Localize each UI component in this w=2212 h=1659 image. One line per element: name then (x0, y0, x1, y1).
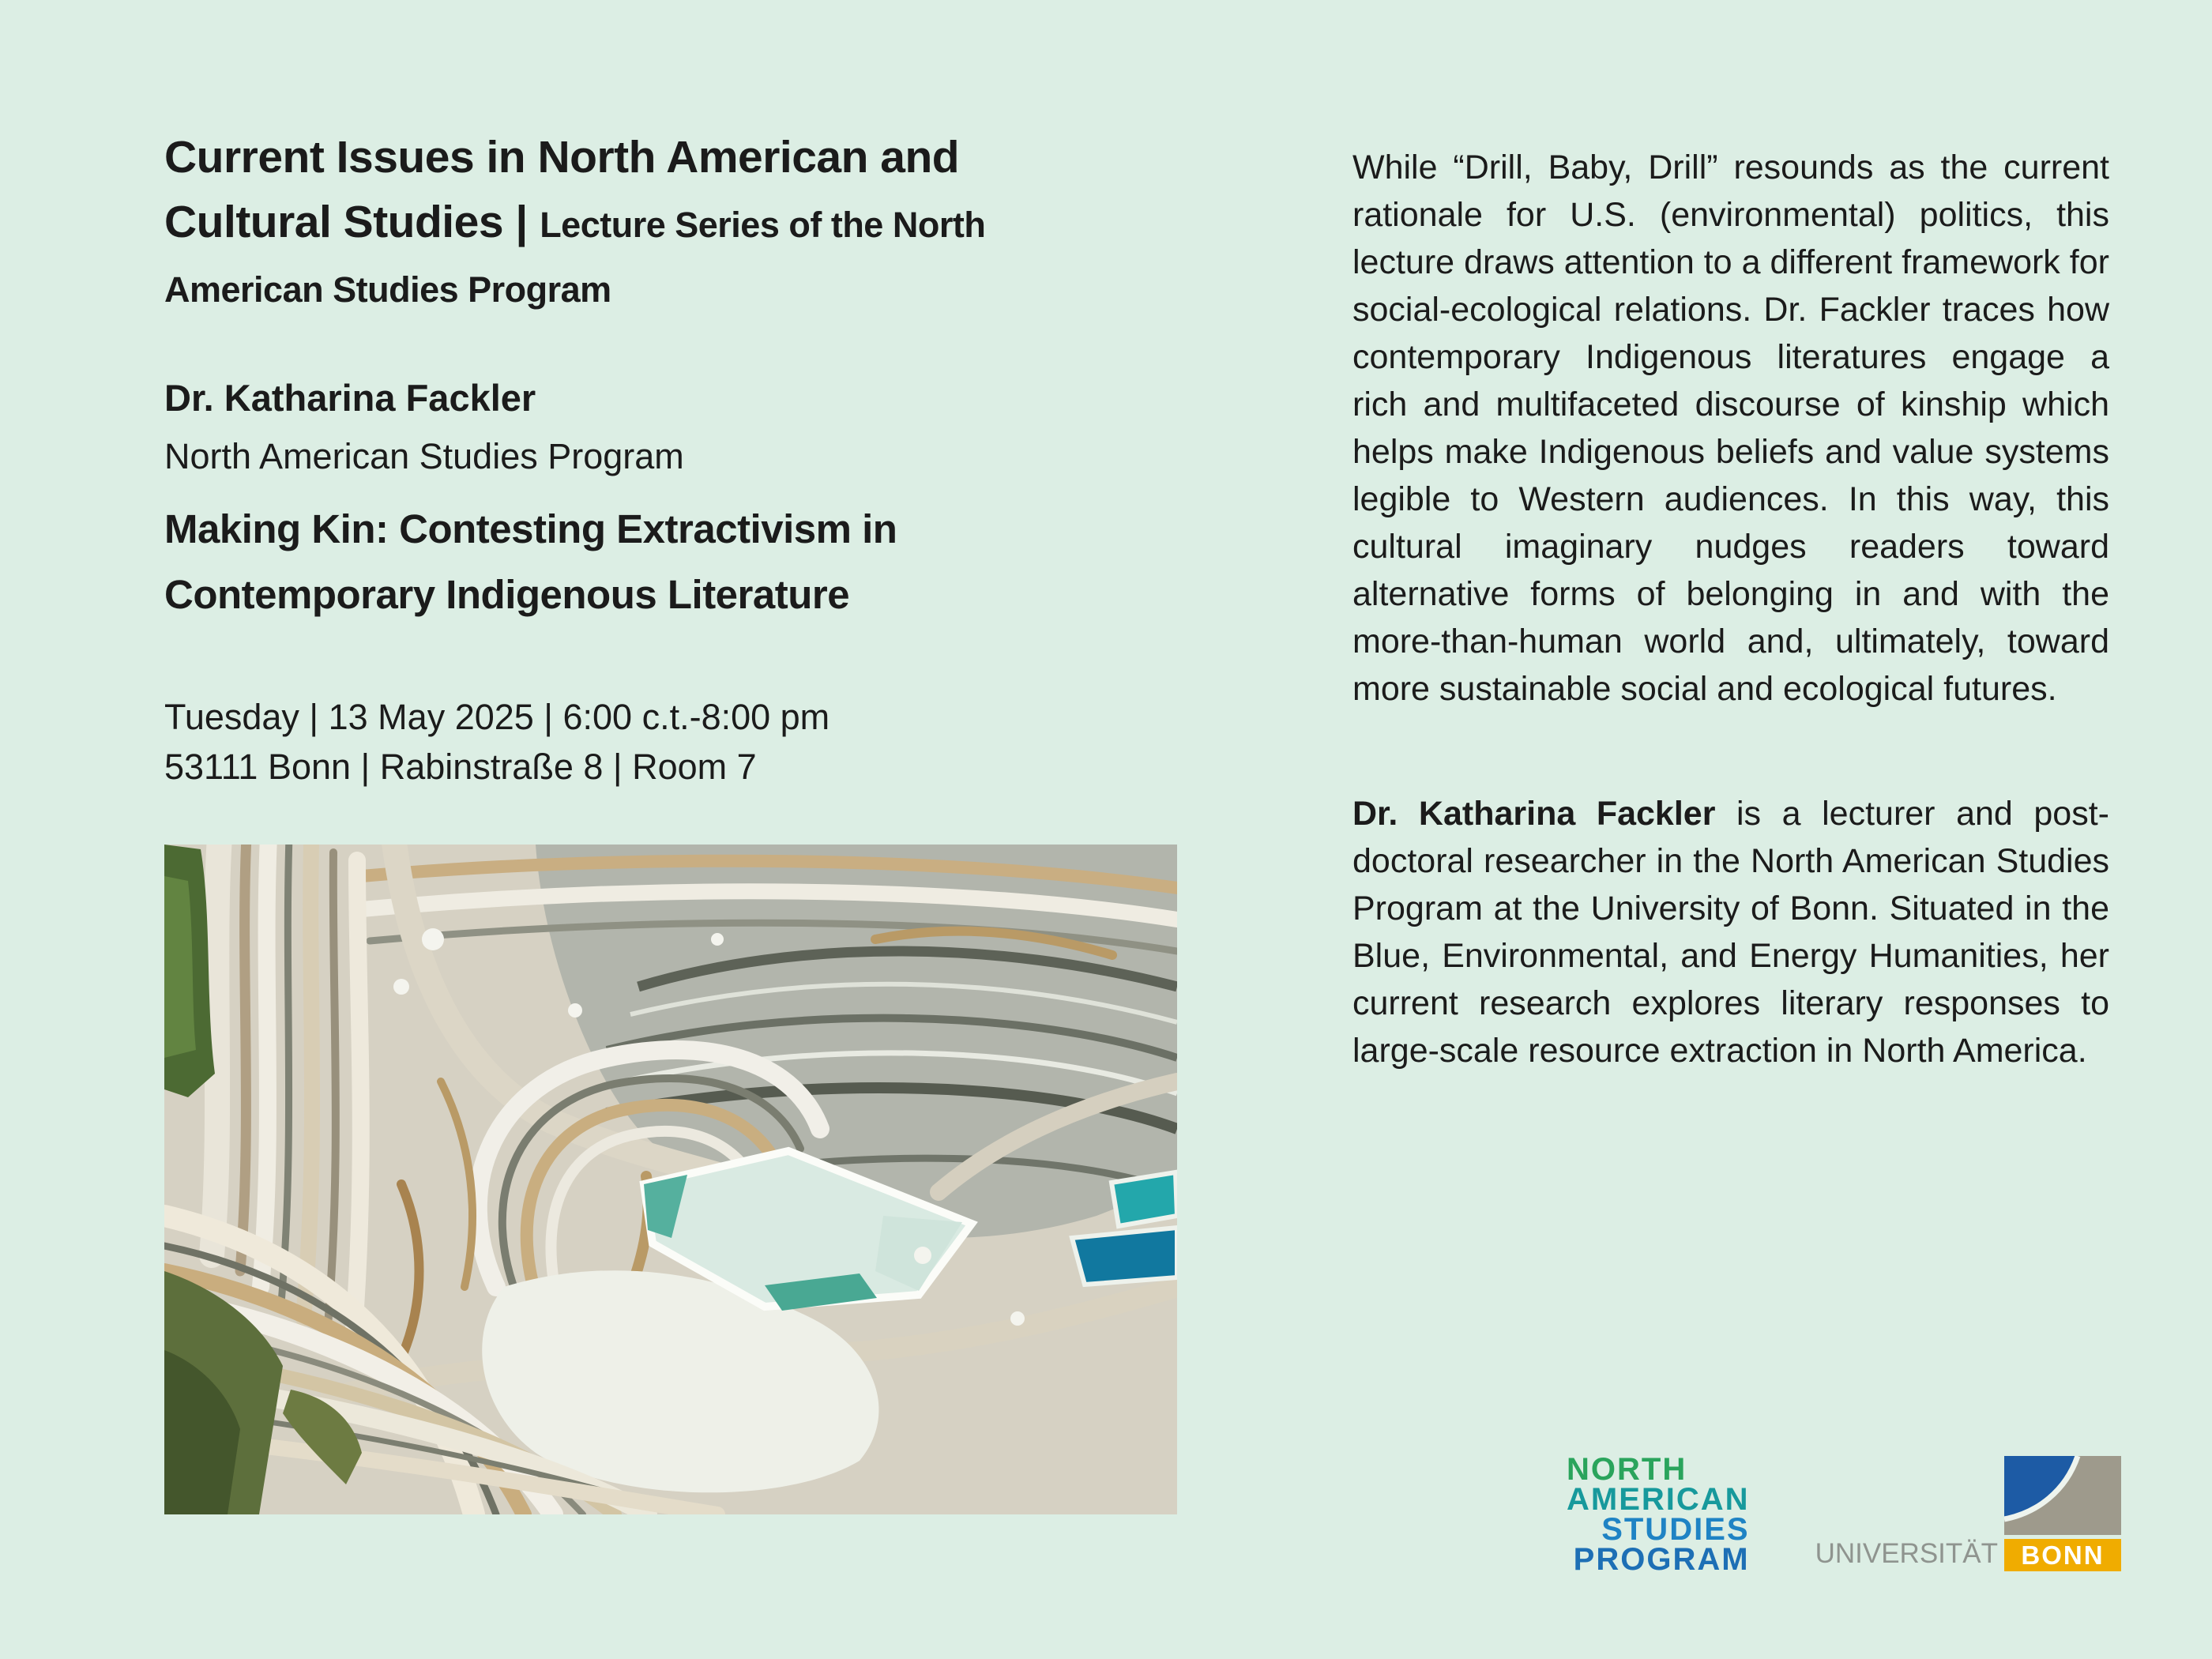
speaker-name: Dr. Katharina Fackler (164, 377, 536, 419)
nasp-logo-line-american: AMERICAN (1567, 1482, 1750, 1517)
event-details (164, 692, 830, 792)
uni-bonn-logo (1815, 1456, 2121, 1571)
bio-paragraph (1352, 790, 2109, 1074)
series-title-line1: Current Issues in North American and (164, 132, 960, 182)
event-location: 53111 Bonn | Rabinstraße 8 | Room 7 (164, 747, 757, 787)
nasp-logo-line-studies: STUDIES (1601, 1512, 1750, 1547)
abstract-paragraph: While “Drill, Baby, Drill” resounds as the current rationale for U.S. (environmental) politics, this lecture draws attention to a different framework for social-ecological relations. Dr. Fackler traces how contemporary Indigenous literatures engage a rich and multifaceted discourse of kinship which helps make Indigenous beliefs and value systems legible to Western audiences. In this way, this cultural imaginary nudges readers toward alternative forms of belonging in and with the more-than-human world and, ultimately, toward more sustainable social and ecological futures. (1352, 149, 2109, 708)
series-title-line3: American Studies Program (164, 269, 611, 310)
series-title-line2-small: Lecture Series of the North (540, 205, 986, 245)
mine-photo-art (164, 845, 1177, 1514)
series-title (164, 125, 1215, 322)
nasp-logo-line-program: PROGRAM (1573, 1542, 1750, 1577)
nasp-logo (1567, 1452, 1750, 1577)
uni-bonn-bar-label: BONN (2021, 1540, 2105, 1570)
uni-bonn-bar (2004, 1539, 2121, 1571)
series-title-line2-large: Cultural Studies | (164, 197, 528, 247)
uni-bonn-emblem (2004, 1456, 2121, 1571)
bio-lead: Dr. Katharina Fackler (1352, 795, 1716, 833)
right-column (1352, 144, 2109, 1074)
open-pit-mine-photo (164, 845, 1177, 1514)
speaker-affiliation: North American Studies Program (164, 436, 684, 476)
lecture-title: Making Kin: Contesting Extractivism in Contemporary Indigenous Literature (164, 506, 897, 617)
event-datetime: Tuesday | 13 May 2025 | 6:00 c.t.-8:00 pm (164, 697, 830, 737)
series-title-line2 (164, 190, 1215, 258)
bio-rest: is a lecturer and post-doctoral researcher in the North American Studies Program at the University of Bonn. Situated in the Blue, Environmental, and Energy Humanities, her current research explores literary responses to large-scale resource extraction in North America. (1352, 795, 2109, 1070)
uni-bonn-emblem-icon (2004, 1456, 2121, 1535)
uni-bonn-wordmark: UNIVERSITÄT (1815, 1538, 1998, 1569)
nasp-logo-line-north: NORTH (1567, 1452, 1687, 1487)
